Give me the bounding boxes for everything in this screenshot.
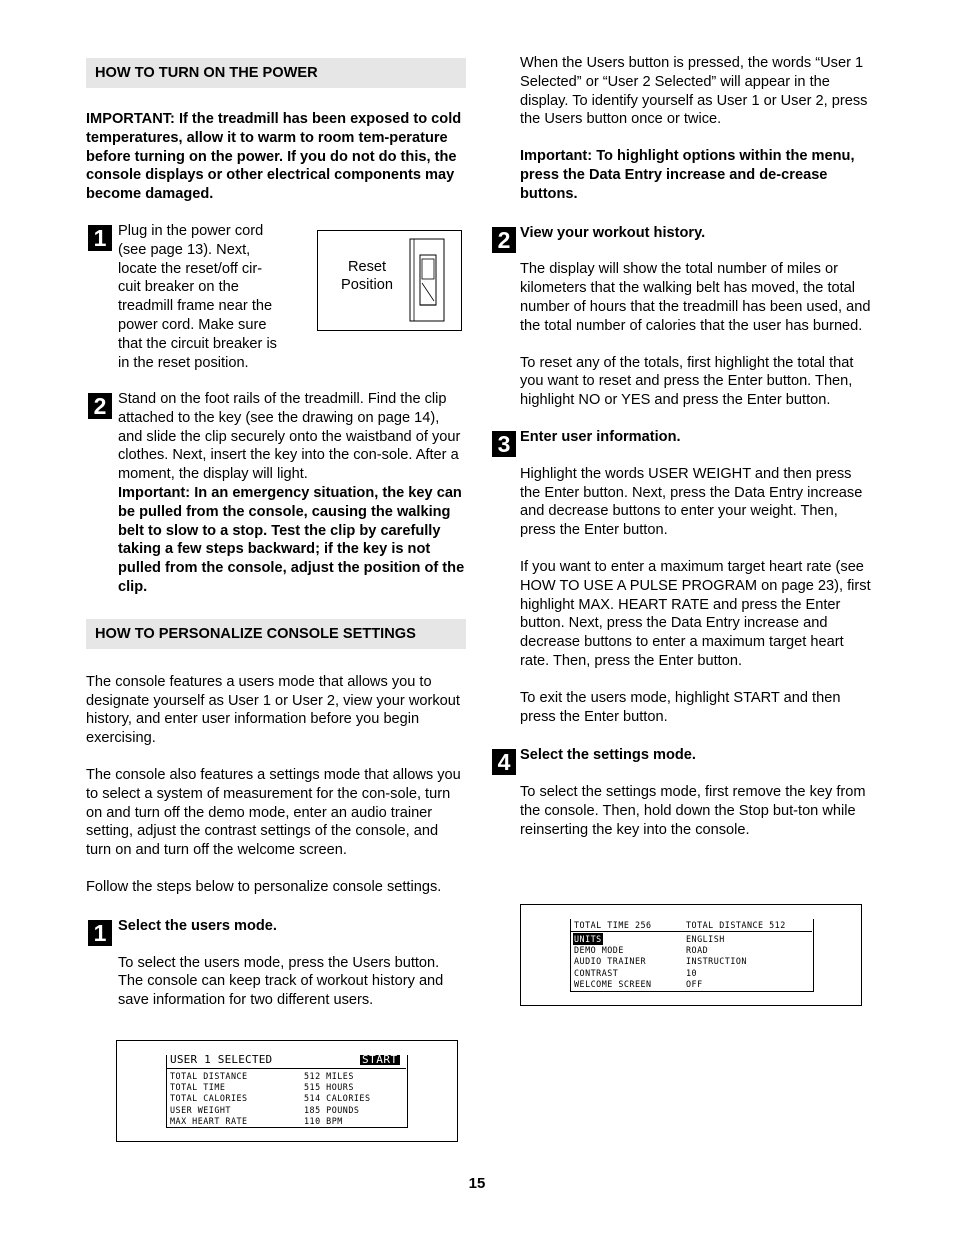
lcd-row-value: ROAD xyxy=(686,945,709,956)
lcd-row-value: ENGLISH xyxy=(686,934,725,944)
lcd-row-value: 512 MILES xyxy=(304,1071,354,1081)
personalize-section-heading: HOW TO PERSONALIZE CONSOLE SETTINGS xyxy=(86,619,466,649)
lcd-row-value: OFF xyxy=(686,978,703,989)
step-number-badge: 2 xyxy=(88,393,112,419)
circuit-breaker-icon xyxy=(408,237,448,323)
step-number-badge: 2 xyxy=(492,227,516,253)
reset-position-label: Reset Position xyxy=(341,259,393,293)
users-step-2-text-2: To reset any of the totals, first highlight the total that you want to reset and press the Enter button. Then, highlight NO or YES and press the Enter button. xyxy=(520,354,854,409)
lcd-total-time: TOTAL TIME 256 xyxy=(574,920,652,930)
users-step-4-heading: Select the settings mode. xyxy=(520,747,696,764)
lcd-row-value: 185 POUNDS xyxy=(304,1104,360,1115)
step-number-badge: 3 xyxy=(492,431,516,457)
lcd-row-label: TOTAL CALORIES xyxy=(170,1093,248,1104)
lcd-row-value: 10 xyxy=(686,967,698,978)
lcd-user-selected: USER 1 SELECTED xyxy=(170,1053,273,1066)
users-step-3-text-1: Highlight the words USER WEIGHT and then press the Enter button. Next, press the Data Entry increase and decrease buttons to enter your weight. Then, press the Enter button. xyxy=(520,465,863,539)
power-step-2 xyxy=(86,390,466,597)
users-step-1-text: To select the users mode, press the Users button. The console can keep track of workout history and save information for two different users. xyxy=(118,954,444,1009)
lcd-row-value: INSTRUCTION xyxy=(686,956,747,967)
users-step-1 xyxy=(86,917,466,1010)
users-step-3-heading: Enter user information. xyxy=(520,428,681,445)
step-number-badge: 1 xyxy=(88,920,112,946)
users-step-2-heading: View your workout history. xyxy=(520,224,706,241)
lcd-divider xyxy=(166,1068,406,1069)
lcd-row-label: MAX HEART RATE xyxy=(170,1115,248,1126)
lcd-row-value: 514 CALORIES xyxy=(304,1093,371,1104)
step-number-badge: 4 xyxy=(492,749,516,775)
power-section-heading: HOW TO TURN ON THE POWER xyxy=(86,58,466,88)
lcd-row-label: WELCOME SCREEN xyxy=(574,978,652,989)
settings-lcd-figure xyxy=(520,904,862,1006)
users-step-2 xyxy=(492,224,872,410)
lcd-divider xyxy=(570,931,812,932)
users-step-3-text-2: If you want to enter a maximum target heart rate (see HOW TO USE A PULSE PROGRAM on page 23), first highlight MAX. HEART RATE and press the Enter button. Next, press the Data Entry increase and decrease buttons to enter a maximum target heart rate. Then, press the Enter button. xyxy=(520,558,871,669)
personalize-intro-1: The console features a users mode that allows you to designate yourself as User 1 or User 2, view your workout history, and enter user information before you begin exercising. xyxy=(86,673,460,747)
lcd-row-label: CONTRAST xyxy=(574,967,619,978)
lcd-row-label: USER WEIGHT xyxy=(170,1104,231,1115)
power-step-2-text: Stand on the foot rails of the treadmill. Find the clip attached to the key (see the drawing on page 14), and slide the clip securely onto the waistband of your clothes. Next, insert the key into the con-sole. After a moment, the display will light. xyxy=(118,390,461,483)
users-lcd-figure xyxy=(116,1040,458,1142)
page-number: 15 xyxy=(468,1175,486,1192)
users-step-2-text-1: The display will show the total number of miles or kilometers that the walking belt has moved, the total number of hours that the treadmill has been used, and the total number of calories that the user has burned. xyxy=(520,261,871,334)
lcd-row-label: DEMO MODE xyxy=(574,945,624,956)
users-step-3 xyxy=(492,428,872,726)
left-column xyxy=(86,58,466,1010)
users-selected-paragraph: When the Users button is pressed, the words “User 1 Selected” or “User 2 Selected” will appear in the display. To identify yourself as User 1 or User 2, press the Users button once or twice. xyxy=(520,55,868,128)
lcd-row-label: TOTAL DISTANCE xyxy=(170,1071,248,1081)
power-step-1-text: Plug in the power cord (see page 13). Next, locate the reset/off cir-cuit breaker on the treadmill frame near the power cord. Make sure that the circuit breaker is in the reset position. xyxy=(118,222,277,371)
users-step-3-text-3: To exit the users mode, highlight START and then press the Enter button. xyxy=(520,689,841,725)
personalize-intro-2: The console also features a settings mode that allows you to select a system of measurement for the con-sole, turn on and turn off the demo mode, enter an audio trainer setting, adjust the contrast settings of the console, and turn on and turn off the welcome screen. xyxy=(86,766,461,859)
users-step-1-heading: Select the users mode. xyxy=(118,917,277,934)
personalize-intro-3: Follow the steps below to personalize console settings. xyxy=(86,878,442,895)
highlight-important-notice: Important: To highlight options within the menu, press the Data Entry increase and de-crease buttons. xyxy=(520,148,855,202)
lcd-start-highlight: START xyxy=(362,1053,398,1066)
lcd-row-value: 110 BPM xyxy=(304,1115,343,1126)
lcd-row-value: 515 HOURS xyxy=(304,1082,354,1093)
power-step-2-important: Important: In an emergency situation, the key can be pulled from the console, causing the walking belt to slow to a stop. Test the clip by carefully taking a few steps backward; if the key is not pulled from the console, adjust the position of the clip. xyxy=(118,484,465,595)
users-step-4-text: To select the settings mode, first remove the key from the console. Then, hold down the Stop but-ton while reinserting the key into the console. xyxy=(520,784,866,838)
power-important-notice: IMPORTANT: If the treadmill has been exposed to cold temperatures, allow it to warm to room tem-perature before turning on the power. If you do not do this, the console displays or other electrical components may become damaged. xyxy=(86,111,462,203)
lcd-total-distance: TOTAL DISTANCE 512 xyxy=(686,920,786,930)
users-step-4 xyxy=(492,746,872,839)
step-number-badge: 1 xyxy=(88,225,112,251)
right-column xyxy=(492,54,872,840)
lcd-row-label: AUDIO TRAINER xyxy=(574,956,647,967)
lcd-row-label: TOTAL TIME xyxy=(170,1082,226,1093)
reset-breaker-figure xyxy=(317,230,462,331)
lcd-row-label: UNITS xyxy=(574,934,602,944)
